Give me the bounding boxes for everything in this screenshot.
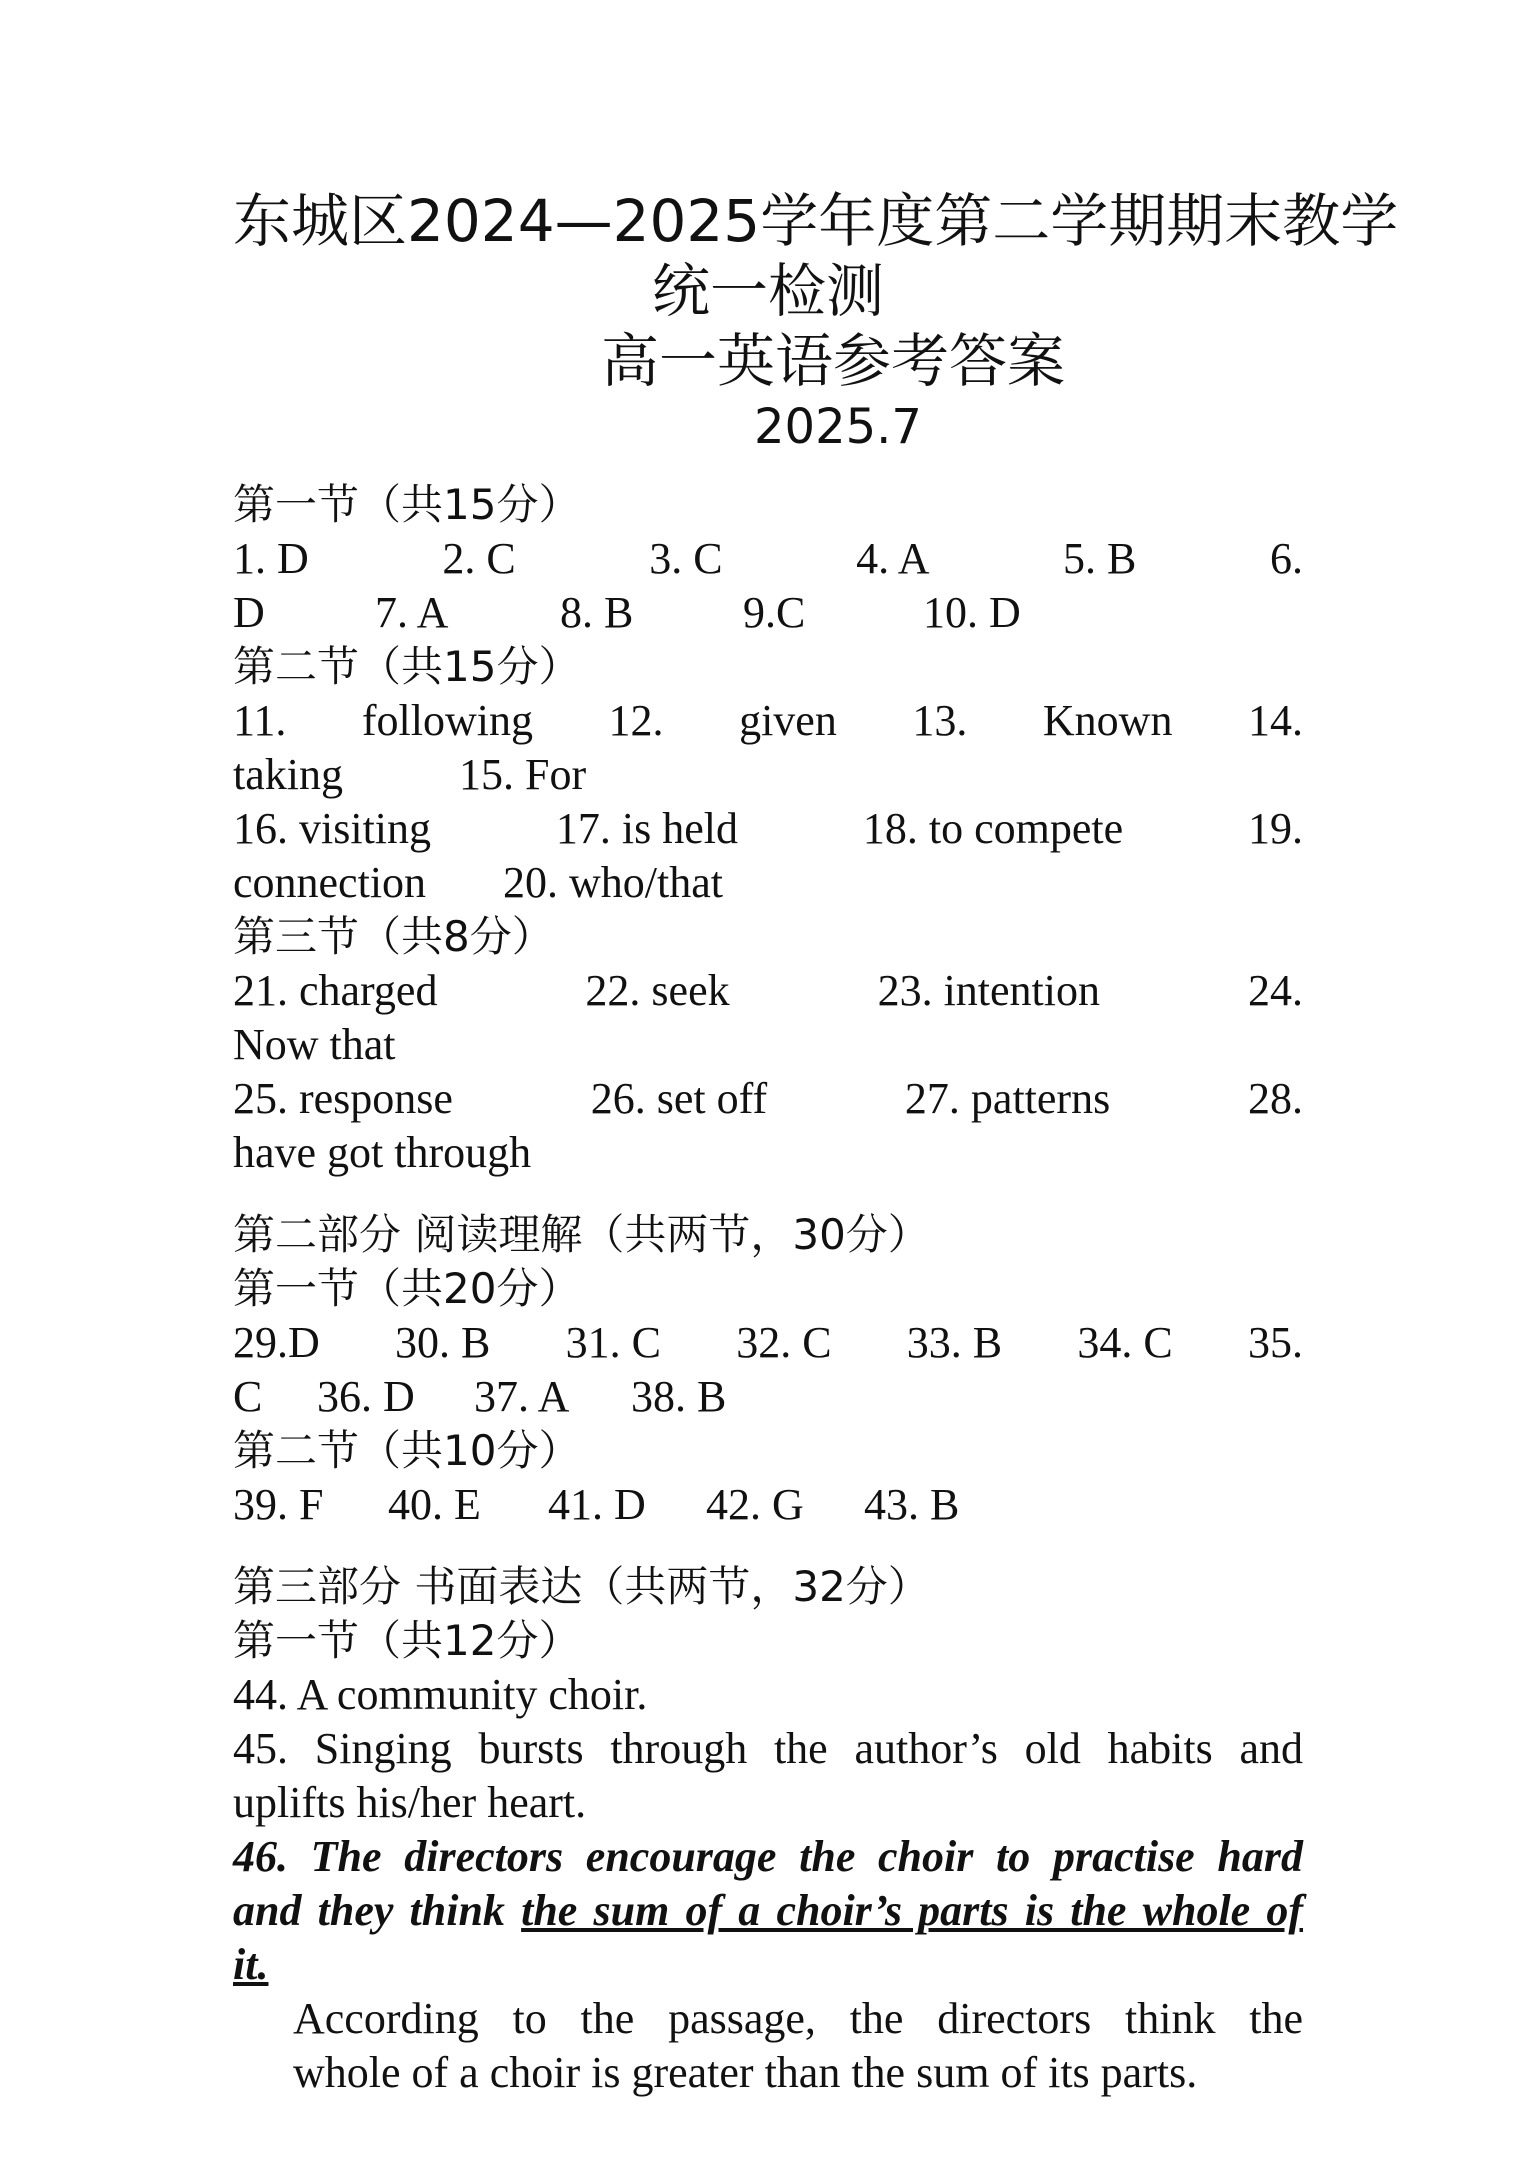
- answer-item: 42. G: [706, 1480, 804, 1529]
- q46-answer-line2: [233, 1884, 1303, 1938]
- answer-item: Known: [1042, 696, 1173, 745]
- answer-item: 32. C: [736, 1318, 832, 1367]
- answer-item: following: [361, 696, 534, 745]
- answer-item: 6.: [1269, 534, 1303, 583]
- q46-line3-underlined: it.: [233, 1940, 269, 1989]
- part3-heading: 第三部分 书面表达（共两节，32分）: [233, 1562, 930, 1611]
- part1-sec3-row4: have got through: [233, 1128, 532, 1177]
- answer-item: 22. seek: [585, 966, 730, 1015]
- part2-sec1-row2: [233, 1370, 1303, 1424]
- answer-item: 20. who/that: [503, 858, 723, 907]
- answer-item: 8. B: [560, 588, 634, 637]
- part1-sec3-row2: Now that: [233, 1020, 396, 1069]
- answer-item: 36. D: [317, 1372, 415, 1421]
- title-date: 2025.7: [754, 399, 922, 455]
- part2-sec1-row1: [233, 1316, 1303, 1370]
- part1-sec2-row3: [233, 802, 1303, 856]
- q46-answer-line1: 46. The directors encourage the choir to practise hard: [233, 1832, 1303, 1881]
- answer-item: 37. A: [474, 1372, 570, 1421]
- part1-sec3-heading: 第三节（共8分）: [233, 912, 554, 961]
- answer-item: 27. patterns: [904, 1074, 1111, 1123]
- answer-item: 18. to compete: [862, 804, 1124, 853]
- part2-block: [233, 1208, 1303, 1532]
- answer-item: 23. intention: [877, 966, 1101, 1015]
- part1-sec3-row1: [233, 964, 1303, 1018]
- answer-item: 25. response: [233, 1074, 453, 1123]
- q46-line2-plain: and they think: [233, 1886, 522, 1935]
- answer-item: 3. C: [649, 534, 723, 583]
- answer-item: 2. C: [442, 534, 516, 583]
- answer-item: given: [739, 696, 837, 745]
- answer-item: 41. D: [548, 1480, 646, 1529]
- part1-sec2-row4: [233, 856, 1303, 910]
- answer-item: connection: [233, 858, 427, 907]
- part3-sec1-heading: 第一节（共12分）: [233, 1616, 581, 1665]
- part1-sec3-row3: [233, 1072, 1303, 1126]
- answer-item: 15. For: [459, 750, 587, 799]
- q46-answer-line3: [233, 1938, 1303, 1992]
- q46-line2-underlined: the sum of a choir’s parts is the whole of: [521, 1886, 1304, 1935]
- answer-item: 35.: [1247, 1318, 1303, 1367]
- part1-sec2-row2: [233, 748, 1303, 802]
- answer-item: 31. C: [565, 1318, 661, 1367]
- answer-item: 30. B: [395, 1318, 491, 1367]
- part2-sec2-row1: [233, 1478, 1303, 1532]
- q45-answer-line1: 45. Singing bursts through the author’s old habits and: [233, 1724, 1303, 1773]
- answer-item: D: [233, 588, 265, 637]
- answer-item: 16. visiting: [233, 804, 432, 853]
- answer-item: 38. B: [631, 1372, 727, 1421]
- part2-sec1-heading: 第一节（共20分）: [233, 1264, 581, 1313]
- answer-item: 14.: [1248, 696, 1303, 745]
- answer-item: 11.: [233, 696, 287, 745]
- answer-item: taking: [233, 750, 343, 799]
- answer-item: 12.: [608, 696, 664, 745]
- answer-item: 4. A: [856, 534, 930, 583]
- answer-item: 17. is held: [555, 804, 738, 853]
- part1-sec1-row1: [233, 532, 1303, 586]
- answer-item: 10. D: [923, 588, 1021, 637]
- answer-item: 29.D: [233, 1318, 320, 1367]
- explanation-line2: whole of a choir is greater than the sum of its parts.: [293, 2048, 1198, 2097]
- part1-sec2-heading: 第二节（共15分）: [233, 642, 581, 691]
- part1-block: [233, 478, 1303, 1180]
- answer-item: 28.: [1248, 1074, 1303, 1123]
- answer-item: 1. D: [233, 534, 309, 583]
- part1-sec2-row1: [233, 694, 1303, 748]
- part2-heading: 第二部分 阅读理解（共两节，30分）: [233, 1210, 930, 1259]
- title-line-2: 统一检测: [651, 257, 884, 325]
- answer-item: 39. F: [233, 1480, 324, 1529]
- title-line-3: 高一英语参考答案: [600, 327, 1065, 395]
- q44-answer: 44. A community choir.: [233, 1670, 648, 1719]
- answer-item: C: [233, 1372, 263, 1421]
- part2-sec2-heading: 第二节（共10分）: [233, 1426, 581, 1475]
- answer-item: 5. B: [1063, 534, 1137, 583]
- title-line-1: 东城区2024—2025学年度第二学期期末教学: [233, 187, 1399, 255]
- answer-item: 9.C: [743, 588, 806, 637]
- answer-item: 24.: [1247, 966, 1303, 1015]
- answer-item: 7. A: [375, 588, 449, 637]
- answer-item: 43. B: [864, 1480, 960, 1529]
- part1-sec1-row2: [233, 586, 1303, 640]
- answer-item: 19.: [1247, 804, 1303, 853]
- answer-item: 40. E: [388, 1480, 481, 1529]
- answer-item: 21. charged: [233, 966, 438, 1015]
- answer-item: 34. C: [1077, 1318, 1173, 1367]
- q45-answer-line2: uplifts his/her heart.: [233, 1778, 587, 1827]
- part3-block: [233, 1560, 1303, 2100]
- answer-item: 13.: [912, 696, 968, 745]
- answer-item: 33. B: [906, 1318, 1003, 1367]
- part1-sec1-heading: 第一节（共15分）: [233, 480, 581, 529]
- answer-item: 26. set off: [590, 1074, 768, 1123]
- explanation-line1: According to the passage, the directors think the: [293, 1994, 1303, 2043]
